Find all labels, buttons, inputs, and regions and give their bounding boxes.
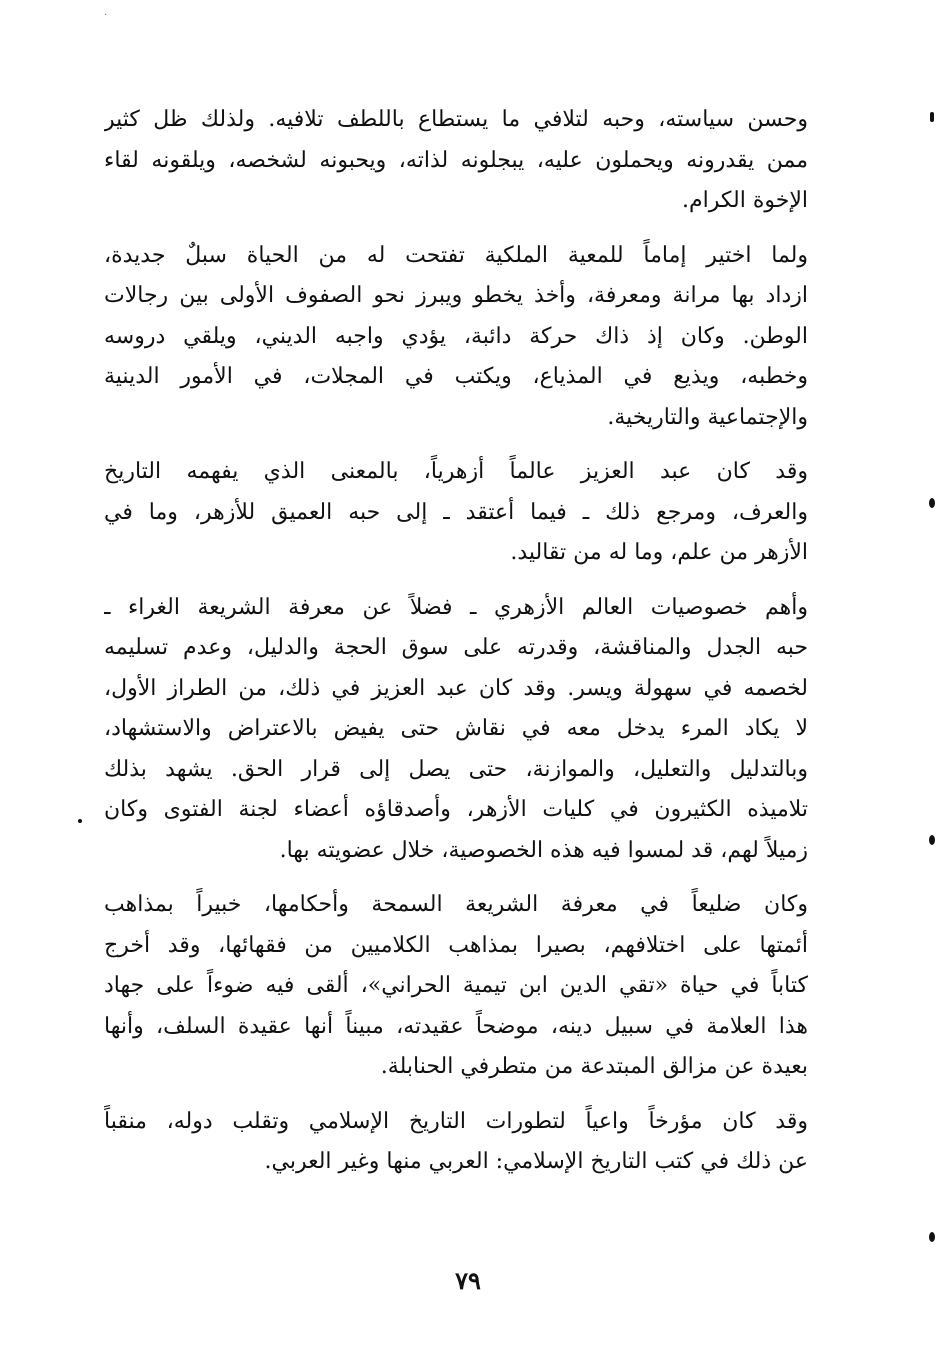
text-line: الإخوة الكرام. [682, 188, 808, 213]
text-line: وكان ضليعاً في معرفة الشريعة السمحة وأحكامها، خبيراً بمذاهب [104, 892, 808, 917]
text-line: الوطن. وكان إذ ذاك حركة دائبة، يؤدي واجبه الديني، ويلقي دروسه [104, 323, 808, 349]
scan-dot [929, 498, 935, 508]
text-line: ازداد بها مرانة ومعرفة، وأخذ يخطو ويبرز نحو الصفوف الأولى بين رجالات [104, 283, 808, 308]
text-line: والعرف، ومرجع ذلك ـ فيما أعتقد ـ إلى حبه العميق للأزهر، وما في [104, 499, 808, 525]
text-line: الأزهر من علم، وما له من تقاليد. [510, 540, 808, 565]
text-line: هذا العلامة في سبيل دينه، موضحاً عقيدته، مبيناً أنها عقيدة السلف، وأنها [104, 1013, 808, 1039]
text-line: أئمتها على اختلافهم، بصيرا بمذاهب الكلاميين من فقهائها، وقد أخرج [104, 932, 808, 958]
text-line: ولما اختير إماماً للمعية الملكية تفتحت له من الحياة سبلٌ جديدة، [104, 242, 808, 268]
body-text [104, 100, 808, 1197]
page-number: ٧٩ [455, 1266, 481, 1295]
text-line: وخطبه، ويذيع في المذياع، ويكتب في المجلات، في الأمور الدينية [104, 364, 808, 389]
scan-dot [78, 819, 82, 823]
text-line: عن ذلك في كتب التاريخ الإسلامي: العربي منها وغير العربي. [264, 1149, 808, 1174]
scan-speck: · [104, 10, 108, 21]
paragraph-5 [104, 885, 808, 1088]
text-line: تلاميذه الكثيرون في كليات الأزهر، وأصدقاؤه أعضاء لجنة الفتوى وكان [104, 797, 808, 822]
text-line: لا يكاد المرء يدخل معه في نقاش حتى يفيض بالاعتراض والاستشهاد، [104, 716, 808, 741]
text-line: وحسن سياسته، وحبه لتلافي ما يستطاع باللطف تلافيه. ولذلك ظل كثير [104, 107, 808, 132]
text-line: زميلاً لهم، قد لمسوا فيه هذه الخصوصية، خلال عضويته بها. [279, 837, 808, 863]
paragraph-2 [104, 236, 808, 439]
text-line: لخصمه في سهولة ويسر. وقد كان عبد العزيز في ذلك، من الطراز الأول، [104, 675, 808, 701]
scan-dot [930, 112, 934, 122]
text-line: والإجتماعية والتاريخية. [607, 404, 808, 430]
text-line: وقد كان مؤرخاً واعياً لتطورات التاريخ الإسلامي وتقلب دوله، منقباً [104, 1108, 808, 1134]
text-line: وقد كان عبد العزيز عالماً أزهرياً، بالمعنى الذي يفهمه التاريخ [104, 459, 808, 484]
text-line: حبه الجدل والمناقشة، وقدرته على سوق الحجة والدليل، وعدم تسليمه [104, 635, 808, 660]
paragraph-1 [104, 100, 808, 222]
text-line: وأهم خصوصيات العالم الأزهري ـ فضلاً عن معرفة الشريعة الغراء ـ [104, 594, 808, 620]
text-line: بعيدة عن مزالق المبتدعة من متطرفي الحنابلة. [380, 1054, 808, 1079]
scan-dot [929, 1232, 935, 1242]
paragraph-4 [104, 588, 808, 872]
text-line: كتاباً في حياة «تقي الدين ابن تيمية الحراني»، ألقى فيه ضوءاً على جهاد [104, 973, 808, 998]
paragraph-6 [104, 1102, 808, 1183]
paragraph-3 [104, 452, 808, 574]
text-line: ممن يقدرونه ويحملون عليه، يبجلونه لذاته، ويحبونه لشخصه، ويلقونه لقاء [104, 147, 808, 173]
text-line: وبالتدليل والتعليل، والموازنة، حتى يصل إلى قرار الحق. يشهد بذلك [104, 756, 808, 782]
scan-dot [929, 835, 935, 845]
